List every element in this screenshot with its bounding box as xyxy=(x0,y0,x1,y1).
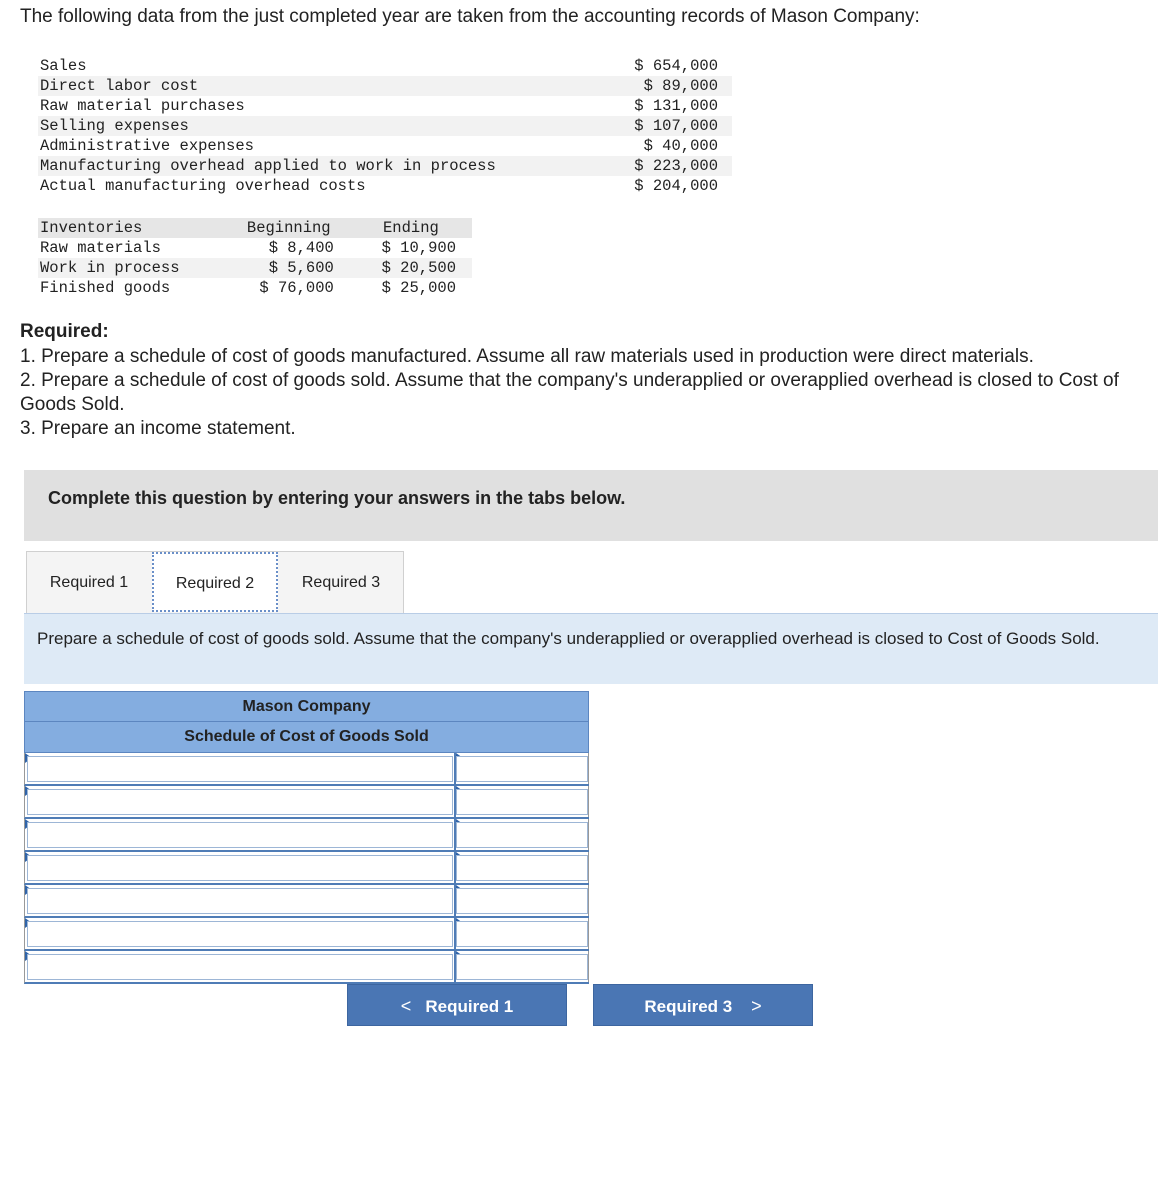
data-value: $ 40,000 xyxy=(643,137,718,155)
row-edge xyxy=(588,918,589,949)
schedule-title: Schedule of Cost of Goods Sold xyxy=(24,722,589,753)
schedule-row xyxy=(24,819,589,852)
inventory-name: Raw materials xyxy=(40,239,161,257)
data-value: $ 89,000 xyxy=(608,76,732,96)
schedule-label-input[interactable] xyxy=(27,921,453,947)
schedule-company: Mason Company xyxy=(24,691,589,722)
schedule-row xyxy=(24,786,589,819)
schedule-amount-input[interactable] xyxy=(456,855,588,881)
inventory-beginning: $ 8,400 xyxy=(268,239,334,257)
data-label: Actual manufacturing overhead costs xyxy=(40,177,366,195)
data-row xyxy=(38,76,732,96)
inventory-beginning: $ 76,000 xyxy=(259,279,334,297)
banner-text: Complete this question by entering your answers in the tabs below. xyxy=(48,488,626,508)
required-item: 3. Prepare an income statement. xyxy=(20,418,296,439)
inventory-ending: $ 25,000 xyxy=(381,279,456,297)
inventory-row xyxy=(38,278,472,298)
schedule-label-input[interactable] xyxy=(27,954,453,980)
schedule-row xyxy=(24,852,589,885)
data-value: $ 107,000 xyxy=(608,116,732,136)
data-label: Manufacturing overhead applied to work in process xyxy=(38,156,608,176)
inventory-row xyxy=(38,258,472,278)
intro-text: The following data from the just completed year are taken from the accounting records of Mason Company: xyxy=(20,6,920,27)
data-row xyxy=(38,116,732,136)
required-title: Required: xyxy=(20,321,109,342)
inventory-beginning: $ 5,600 xyxy=(228,258,350,278)
chevron-left-icon: < xyxy=(400,996,412,1016)
inventory-header-row xyxy=(38,218,472,238)
schedule-label-input[interactable] xyxy=(27,756,453,782)
next-required-button[interactable] xyxy=(593,984,813,1026)
data-label: Selling expenses xyxy=(38,116,608,136)
data-label: Raw material purchases xyxy=(40,97,245,115)
row-edge xyxy=(588,852,589,883)
chevron-right-icon: > xyxy=(751,996,762,1016)
data-label: Direct labor cost xyxy=(38,76,608,96)
inventory-row xyxy=(38,238,472,258)
data-label: Administrative expenses xyxy=(40,137,254,155)
row-edge xyxy=(588,786,589,817)
required-list xyxy=(20,345,1174,441)
inventory-header: Inventories xyxy=(38,218,228,238)
inventory-ending: $ 20,500 xyxy=(350,258,472,278)
data-row xyxy=(38,96,732,116)
required-item: 1. Prepare a schedule of cost of goods manufactured. Assume all raw materials used in production were direct materials. xyxy=(20,346,1034,367)
inventory-name: Finished goods xyxy=(40,279,171,297)
data-value: $ 204,000 xyxy=(634,177,718,195)
tab-bar xyxy=(26,551,404,614)
schedule-table xyxy=(24,691,589,984)
data-row xyxy=(38,176,732,196)
schedule-row xyxy=(24,951,589,984)
schedule-label-input[interactable] xyxy=(27,888,453,914)
schedule-amount-input[interactable] xyxy=(456,954,588,980)
row-edge xyxy=(588,753,589,784)
instruction-text: Prepare a schedule of cost of goods sold. Assume that the company's underapplied or overapplied overhead is closed to Cost of Goods Sold. xyxy=(37,629,1100,648)
data-label: Sales xyxy=(40,57,87,75)
prev-button-label: Required 1 xyxy=(425,997,514,1016)
schedule-amount-input[interactable] xyxy=(456,756,588,782)
data-table xyxy=(38,56,732,196)
tab-required-2[interactable]: Required 2 xyxy=(152,552,278,612)
tab-required-3[interactable]: Required 3 xyxy=(301,574,381,591)
tab-required-1[interactable]: Required 1 xyxy=(49,574,129,591)
data-value: $ 223,000 xyxy=(608,156,732,176)
schedule-amount-input[interactable] xyxy=(456,789,588,815)
data-value: $ 654,000 xyxy=(634,57,718,75)
inventory-table xyxy=(38,218,472,298)
data-value: $ 131,000 xyxy=(634,97,718,115)
data-row xyxy=(38,136,732,156)
inventory-ending: $ 10,900 xyxy=(381,239,456,257)
row-edge xyxy=(588,885,589,916)
schedule-amount-input[interactable] xyxy=(456,888,588,914)
schedule-label-input[interactable] xyxy=(27,855,453,881)
schedule-row xyxy=(24,753,589,786)
data-row xyxy=(38,56,732,76)
inventory-header: Ending xyxy=(350,218,472,238)
tab-instruction xyxy=(24,613,1158,684)
next-button-label: Required 3 xyxy=(644,997,733,1016)
row-edge xyxy=(588,951,589,982)
schedule-amount-input[interactable] xyxy=(456,921,588,947)
instructions-banner xyxy=(24,470,1158,541)
schedule-row xyxy=(24,885,589,918)
prev-required-button[interactable] xyxy=(347,984,567,1026)
inventory-name: Work in process xyxy=(38,258,228,278)
schedule-amount-input[interactable] xyxy=(456,822,588,848)
data-row xyxy=(38,156,732,176)
inventory-header: Beginning xyxy=(228,218,350,238)
row-edge xyxy=(588,819,589,850)
schedule-label-input[interactable] xyxy=(27,789,453,815)
schedule-row xyxy=(24,918,589,951)
required-item: 2. Prepare a schedule of cost of goods sold. Assume that the company's underapplied or overapplied overhead is closed to Cost of Goods Sold. xyxy=(20,370,1119,415)
schedule-label-input[interactable] xyxy=(27,822,453,848)
